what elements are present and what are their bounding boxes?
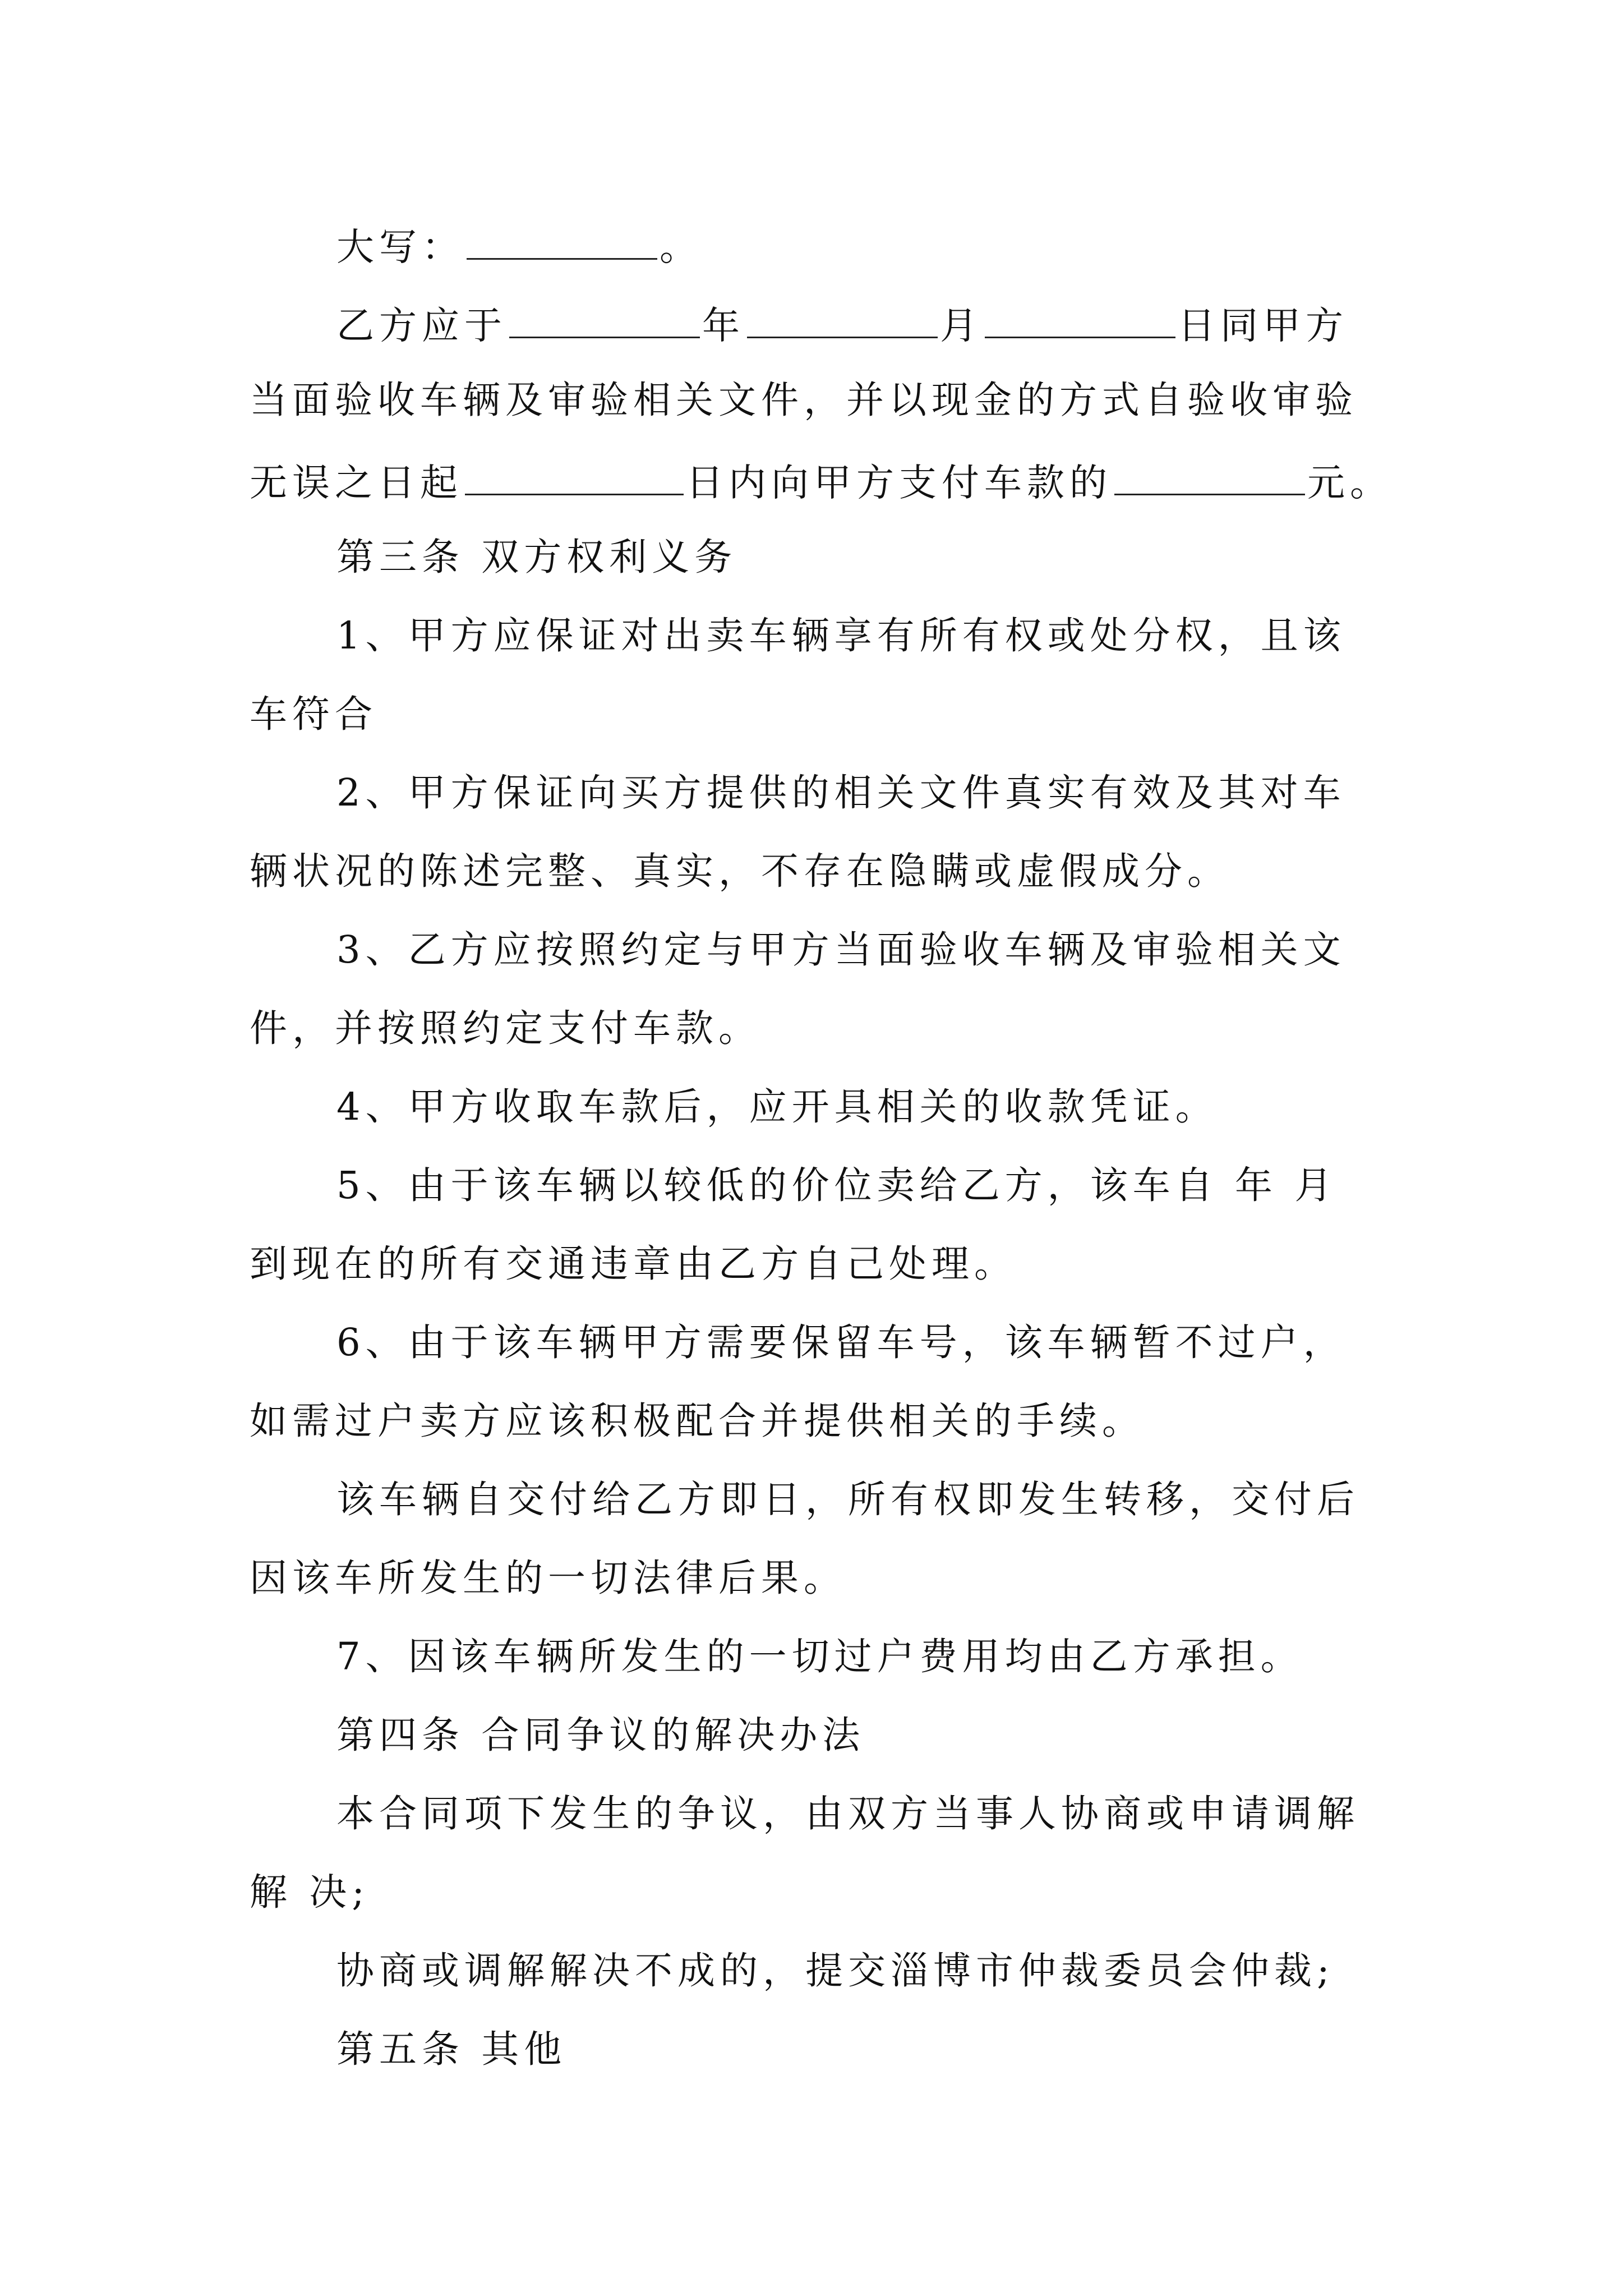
- month-blank: [747, 303, 938, 338]
- item-6-line-2: 如需过户卖方应该积极配合并提供相关的手续。: [250, 1399, 1145, 1443]
- item-7-line-1: 7、因该车辆所发生的一切过户费用均由乙方承担。: [336, 1635, 1303, 1678]
- item-2-line-2: 辆状况的陈述完整、真实，不存在隐瞒或虚假成分。: [250, 849, 1230, 893]
- item-5-line-2: 到现在的所有交通违章由乙方自己处理。: [250, 1242, 1017, 1286]
- item-6-line-1: 6、由于该车辆甲方需要保留车号，该车辆暂不过户，: [336, 1320, 1346, 1364]
- payment-clause-text: 无误之日起: [250, 461, 463, 505]
- item-5-line-1: 5、由于该车辆以较低的价位卖给乙方，该车自 年 月: [336, 1163, 1338, 1207]
- yuan-label: 元。: [1307, 461, 1393, 505]
- days-blank: [465, 460, 684, 495]
- amount-in-words-label: 大写：: [336, 225, 464, 269]
- article-3-heading: 第三条 双方权利义务: [336, 535, 737, 579]
- transfer-line-1: 该车辆自交付给乙方即日，所有权即发生转移，交付后: [336, 1478, 1359, 1521]
- year-label: 年: [702, 303, 745, 348]
- arbitration-line: 协商或调解解决不成的，提交淄博市仲裁委员会仲裁;: [336, 1949, 1335, 1993]
- payment-clause-text: 乙方应于: [336, 303, 507, 348]
- article-4-heading: 第四条 合同争议的解决办法: [336, 1713, 865, 1757]
- item-1-line-2: 车符合: [250, 692, 377, 736]
- item-3-line-1: 3、乙方应按照约定与甲方当面验收车辆及审验相关文: [336, 928, 1346, 972]
- amount-blank: [1114, 460, 1305, 495]
- item-2-line-1: 2、甲方保证向买方提供的相关文件真实有效及其对车: [336, 771, 1346, 815]
- month-label: 月: [940, 303, 983, 348]
- dispute-line-2: 解 决;: [250, 1870, 370, 1914]
- item-1-line-1: 1、甲方应保证对出卖车辆享有所有权或处分权，且该: [336, 614, 1346, 657]
- amount-in-words-blank: [467, 224, 657, 260]
- day-blank: [985, 303, 1175, 338]
- dispute-line-1: 本合同项下发生的争议，由双方当事人协商或申请调解: [336, 1792, 1359, 1835]
- transfer-line-2: 因该车所发生的一切法律后果。: [250, 1556, 846, 1600]
- payment-clause-text: 日内向甲方支付车款的: [686, 461, 1112, 505]
- year-blank: [509, 303, 700, 338]
- article-5-heading: 第五条 其他: [336, 2027, 567, 2071]
- amount-in-words-line: [336, 224, 702, 269]
- payment-clause-line-1: [336, 303, 1348, 348]
- payment-clause-line-2: 当面验收车辆及审验相关文件，并以现金的方式自验收审验: [250, 378, 1358, 422]
- item-4-line-1: 4、甲方收取车款后，应开具相关的收款凭证。: [336, 1085, 1218, 1129]
- day-label-text: 日同甲方: [1178, 303, 1348, 348]
- payment-clause-line-3: [250, 460, 1393, 505]
- amount-in-words-period: 。: [660, 225, 702, 269]
- item-3-line-2: 件，并按照约定支付车款。: [250, 1006, 761, 1050]
